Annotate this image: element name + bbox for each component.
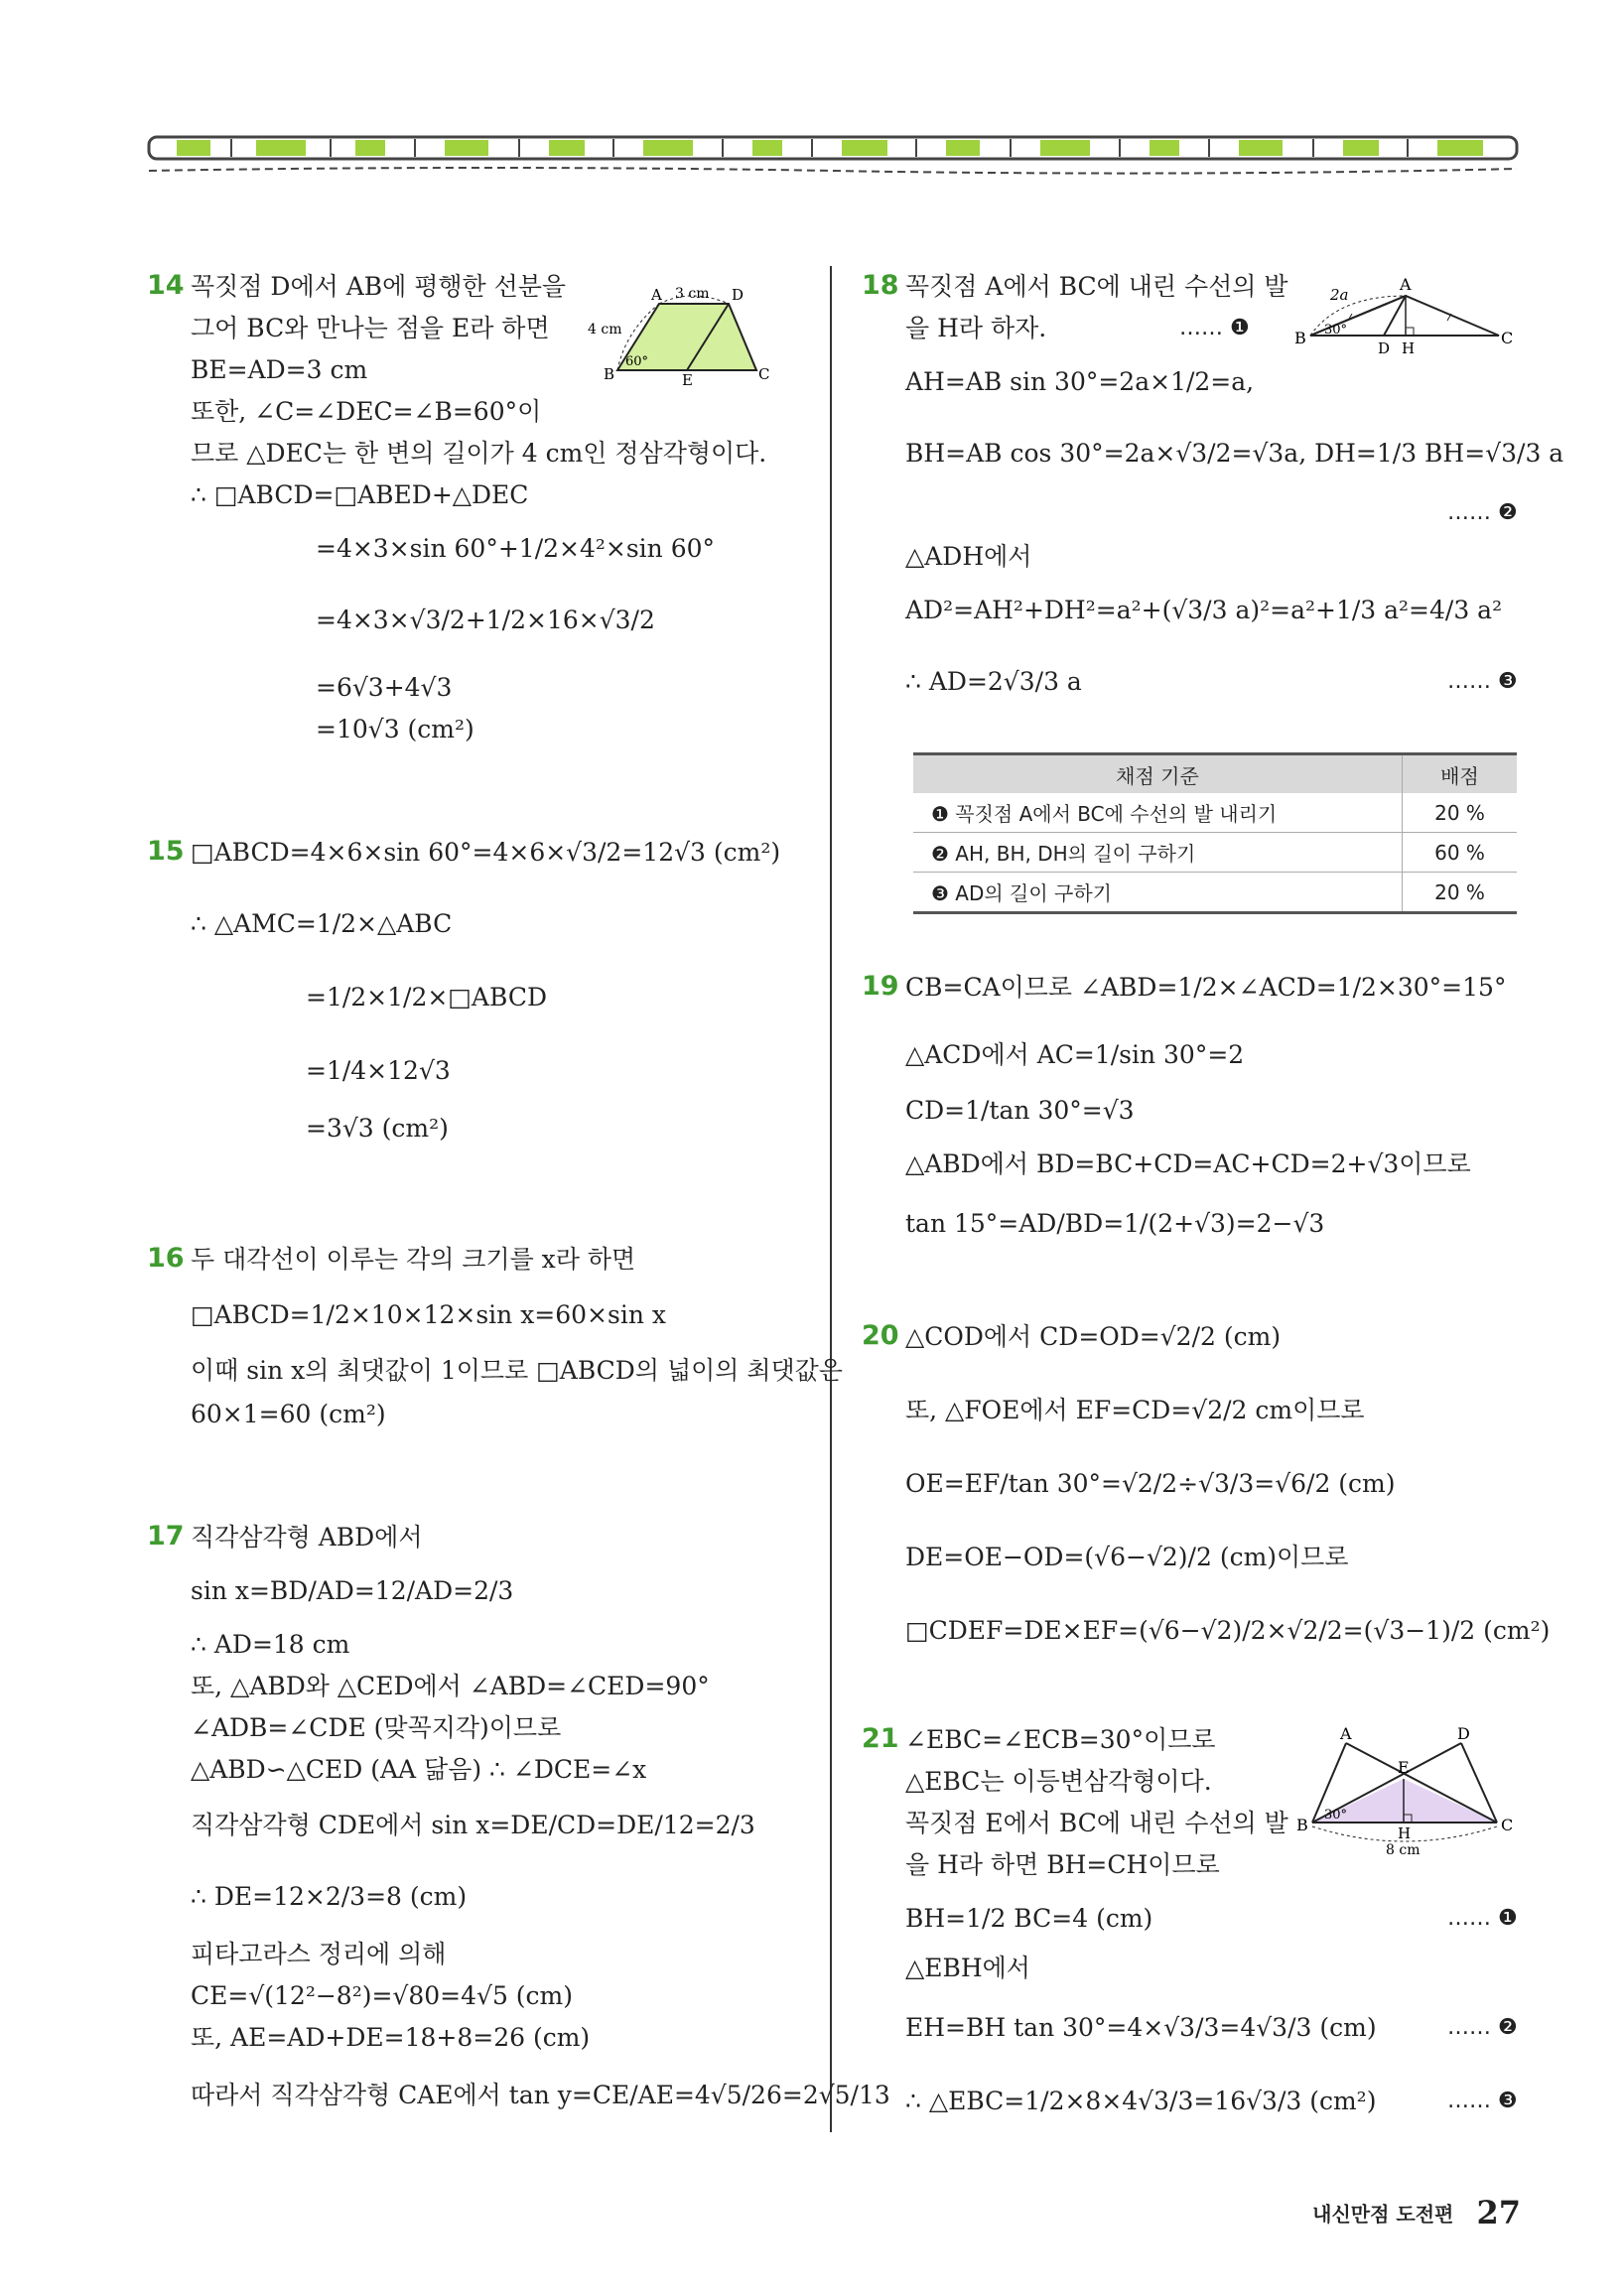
length-label: 4 cm [588,322,622,338]
criteria-score: 20 % [1403,873,1518,913]
problem-number: 14 [147,270,185,301]
criteria-item: ❸ AD의 길이 구하기 [913,873,1403,913]
table-row [913,833,1517,873]
vertex-label: A [1340,1724,1352,1743]
vertex-label: C [758,365,770,383]
triangle-figure-18 [1288,276,1517,365]
solution-line: CB=CA이므로 ∠ABD=1/2×∠ACD=1/2×30°=15° [905,973,1507,1002]
solution-line: tan 15°=AD/BD=1/(2+√3)=2−√3 [905,1209,1325,1238]
length-label: 2a [1330,286,1349,304]
angle-label: 60° [625,354,649,369]
solution-line: =4×3×√3/2+1/2×16×√3/2 [316,606,655,634]
length-label: 8 cm [1386,1842,1421,1858]
solution-line: 60×1=60 (cm²) [191,1400,386,1428]
step-mark: …… ❷ [1447,2015,1518,2040]
step-mark: …… ❷ [1447,500,1518,525]
vertex-label: D [1457,1724,1470,1743]
problem-number: 21 [862,1723,899,1754]
solution-line: BH=AB cos 30°=2a×√3/2=√3a, DH=1/3 BH=√3/3 a [905,439,1564,468]
solution-line: △ADH에서 [905,542,1032,571]
solution-line: BE=AD=3 cm [191,355,368,384]
criteria-item: ❶ 꼭짓점 A에서 BC에 수선의 발 내리기 [913,793,1403,833]
problem-number: 19 [862,971,899,1002]
solution-line: sin x=BD/AD=12/AD=2/3 [191,1576,514,1605]
criteria-score: 20 % [1403,793,1518,833]
solution-line: 직각삼각형 CDE에서 sin x=DE/CD=DE/12=2/3 [191,1811,755,1839]
solution-line: △EBC는 이등변삼각형이다. [905,1767,1212,1796]
solution-line: ∴ △AMC=1/2×△ABC [191,909,453,938]
solution-line: 두 대각선이 이루는 각의 크기를 x라 하면 [191,1245,636,1274]
step-mark: …… ❶ [1447,1906,1518,1931]
criteria-score: 60 % [1403,833,1518,873]
problem-number: 15 [147,836,185,867]
problem-number: 17 [147,1521,185,1552]
solution-line: 므로 △DEC는 한 변의 길이가 4 cm인 정삼각형이다. [191,439,767,468]
solution-line: □CDEF=DE×EF=(√6−√2)/2×√2/2=(√3−1)/2 (cm²) [905,1616,1551,1645]
vertex-label: D [732,286,744,304]
page-footer [1312,2194,1521,2231]
solution-line: ∴ □ABCD=□ABED+△DEC [191,480,529,509]
solution-line: AH=AB sin 30°=2a×1/2=a, [905,367,1255,396]
solution-line: ∠EBC=∠ECB=30°이므로 [905,1725,1216,1754]
solution-line: DE=OE−OD=(√6−√2)/2 (cm)이므로 [905,1543,1349,1571]
solution-line: ∠ADB=∠CDE (맞꼭지각)이므로 [191,1713,562,1742]
step-mark: …… ❶ [1179,316,1250,340]
table-row [913,793,1517,833]
solution-line: ∴ △EBC=1/2×8×4√3/3=16√3/3 (cm²) [905,2087,1377,2115]
solution-line: =4×3×sin 60°+1/2×4²×sin 60° [316,534,716,563]
vertex-label: B [604,365,615,383]
solution-line: 또, △ABD와 △CED에서 ∠ABD=∠CED=90° [191,1672,710,1700]
problem-number: 18 [862,270,899,301]
length-label: 3 cm [675,286,710,302]
vertex-label: C [1501,329,1514,347]
solution-line: OE=EF/tan 30°=√2/2÷√3/3=√6/2 (cm) [905,1469,1396,1498]
vertex-label: E [682,371,693,389]
angle-label: 30° [1324,323,1348,338]
score-header: 배점 [1403,754,1518,794]
solution-line: 그어 BC와 만나는 점을 E라 하면 [191,314,550,342]
solution-line: ∴ AD=18 cm [191,1630,350,1659]
step-mark: …… ❸ [1447,2089,1518,2113]
table-row [913,873,1517,913]
solution-line: 또, AE=AD+DE=18+8=26 (cm) [191,2023,591,2052]
step-mark: …… ❸ [1447,669,1518,694]
solution-line: AD²=AH²+DH²=a²+(√3/3 a)²=a²+1/3 a²=4/3 a² [905,596,1503,624]
triangle-figure-21 [1290,1724,1519,1866]
vertex-label: B [1294,329,1306,347]
vertex-label: E [1398,1758,1410,1777]
solution-line: CD=1/tan 30°=√3 [905,1096,1135,1125]
top-decorative-band [147,133,1519,183]
criteria-header: 채점 기준 [913,754,1403,794]
solution-line: △ABD∽△CED (AA 닮음) ∴ ∠DCE=∠x [191,1755,647,1784]
solution-line: △ACD에서 AC=1/sin 30°=2 [905,1040,1245,1069]
solution-line: =3√3 (cm²) [306,1114,449,1143]
solution-line: □ABCD=4×6×sin 60°=4×6×√3/2=12√3 (cm²) [191,838,781,867]
vertex-label: D [1378,339,1391,357]
solution-line: 또한, ∠C=∠DEC=∠B=60°이 [191,397,542,426]
solution-line: 을 H라 하면 BH=CH이므로 [905,1850,1220,1879]
page-number: 27 [1476,2194,1521,2231]
solution-line: CE=√(12²−8²)=√80=4√5 (cm) [191,1981,574,2010]
column-divider [830,266,832,2132]
solution-line: EH=BH tan 30°=4×√3/3=4√3/3 (cm) [905,2013,1377,2042]
solution-line: 직각삼각형 ABD에서 [191,1523,423,1552]
criteria-item: ❷ AH, BH, DH의 길이 구하기 [913,833,1403,873]
vertex-label: A [1400,275,1412,294]
solution-line: □ABCD=1/2×10×12×sin x=60×sin x [191,1300,666,1329]
solution-line: =1/2×1/2×□ABCD [306,983,547,1012]
solution-line: BH=1/2 BC=4 (cm) [905,1904,1153,1933]
solution-line: 꼭짓점 D에서 AB에 평행한 선분을 [191,272,567,301]
solution-line: 꼭짓점 A에서 BC에 내린 수선의 발 [905,272,1288,301]
solution-line: ∴ AD=2√3/3 a [905,667,1082,696]
problem-number: 20 [862,1320,899,1351]
problem-number: 16 [147,1243,185,1274]
solution-line: =6√3+4√3 [316,673,453,702]
solution-line: 따라서 직각삼각형 CAE에서 tan y=CE/AE=4√5/26=2√5/13 [191,2081,890,2109]
solution-line: △ABD에서 BD=BC+CD=AC+CD=2+√3이므로 [905,1149,1471,1178]
book-title: 내신만점 도전편 [1312,2202,1454,2227]
solution-line: =1/4×12√3 [306,1056,451,1085]
solution-line: ∴ DE=12×2/3=8 (cm) [191,1882,468,1911]
vertex-label: B [1296,1816,1308,1834]
solution-line: △COD에서 CD=OD=√2/2 (cm) [905,1322,1282,1351]
vertex-label: A [651,286,662,304]
solution-line: =10√3 (cm²) [316,715,474,743]
solution-line: 피타고라스 정리에 의해 [191,1940,447,1968]
trapezoid-figure [588,286,770,389]
scoring-criteria-table [913,752,1517,914]
solution-line: 또, △FOE에서 EF=CD=√2/2 cm이므로 [905,1396,1365,1424]
solution-line: 꼭짓점 E에서 BC에 내린 수선의 발 [905,1809,1288,1837]
solution-line: △EBH에서 [905,1954,1030,1982]
vertex-label: H [1402,339,1416,357]
vertex-label: C [1501,1816,1514,1834]
vertex-label: H [1398,1824,1412,1842]
solution-line: 을 H라 하자. [905,314,1047,342]
angle-label: 30° [1324,1808,1348,1823]
solution-line: 이때 sin x의 최댓값이 1이므로 □ABCD의 넓이의 최댓값은 [191,1356,843,1385]
